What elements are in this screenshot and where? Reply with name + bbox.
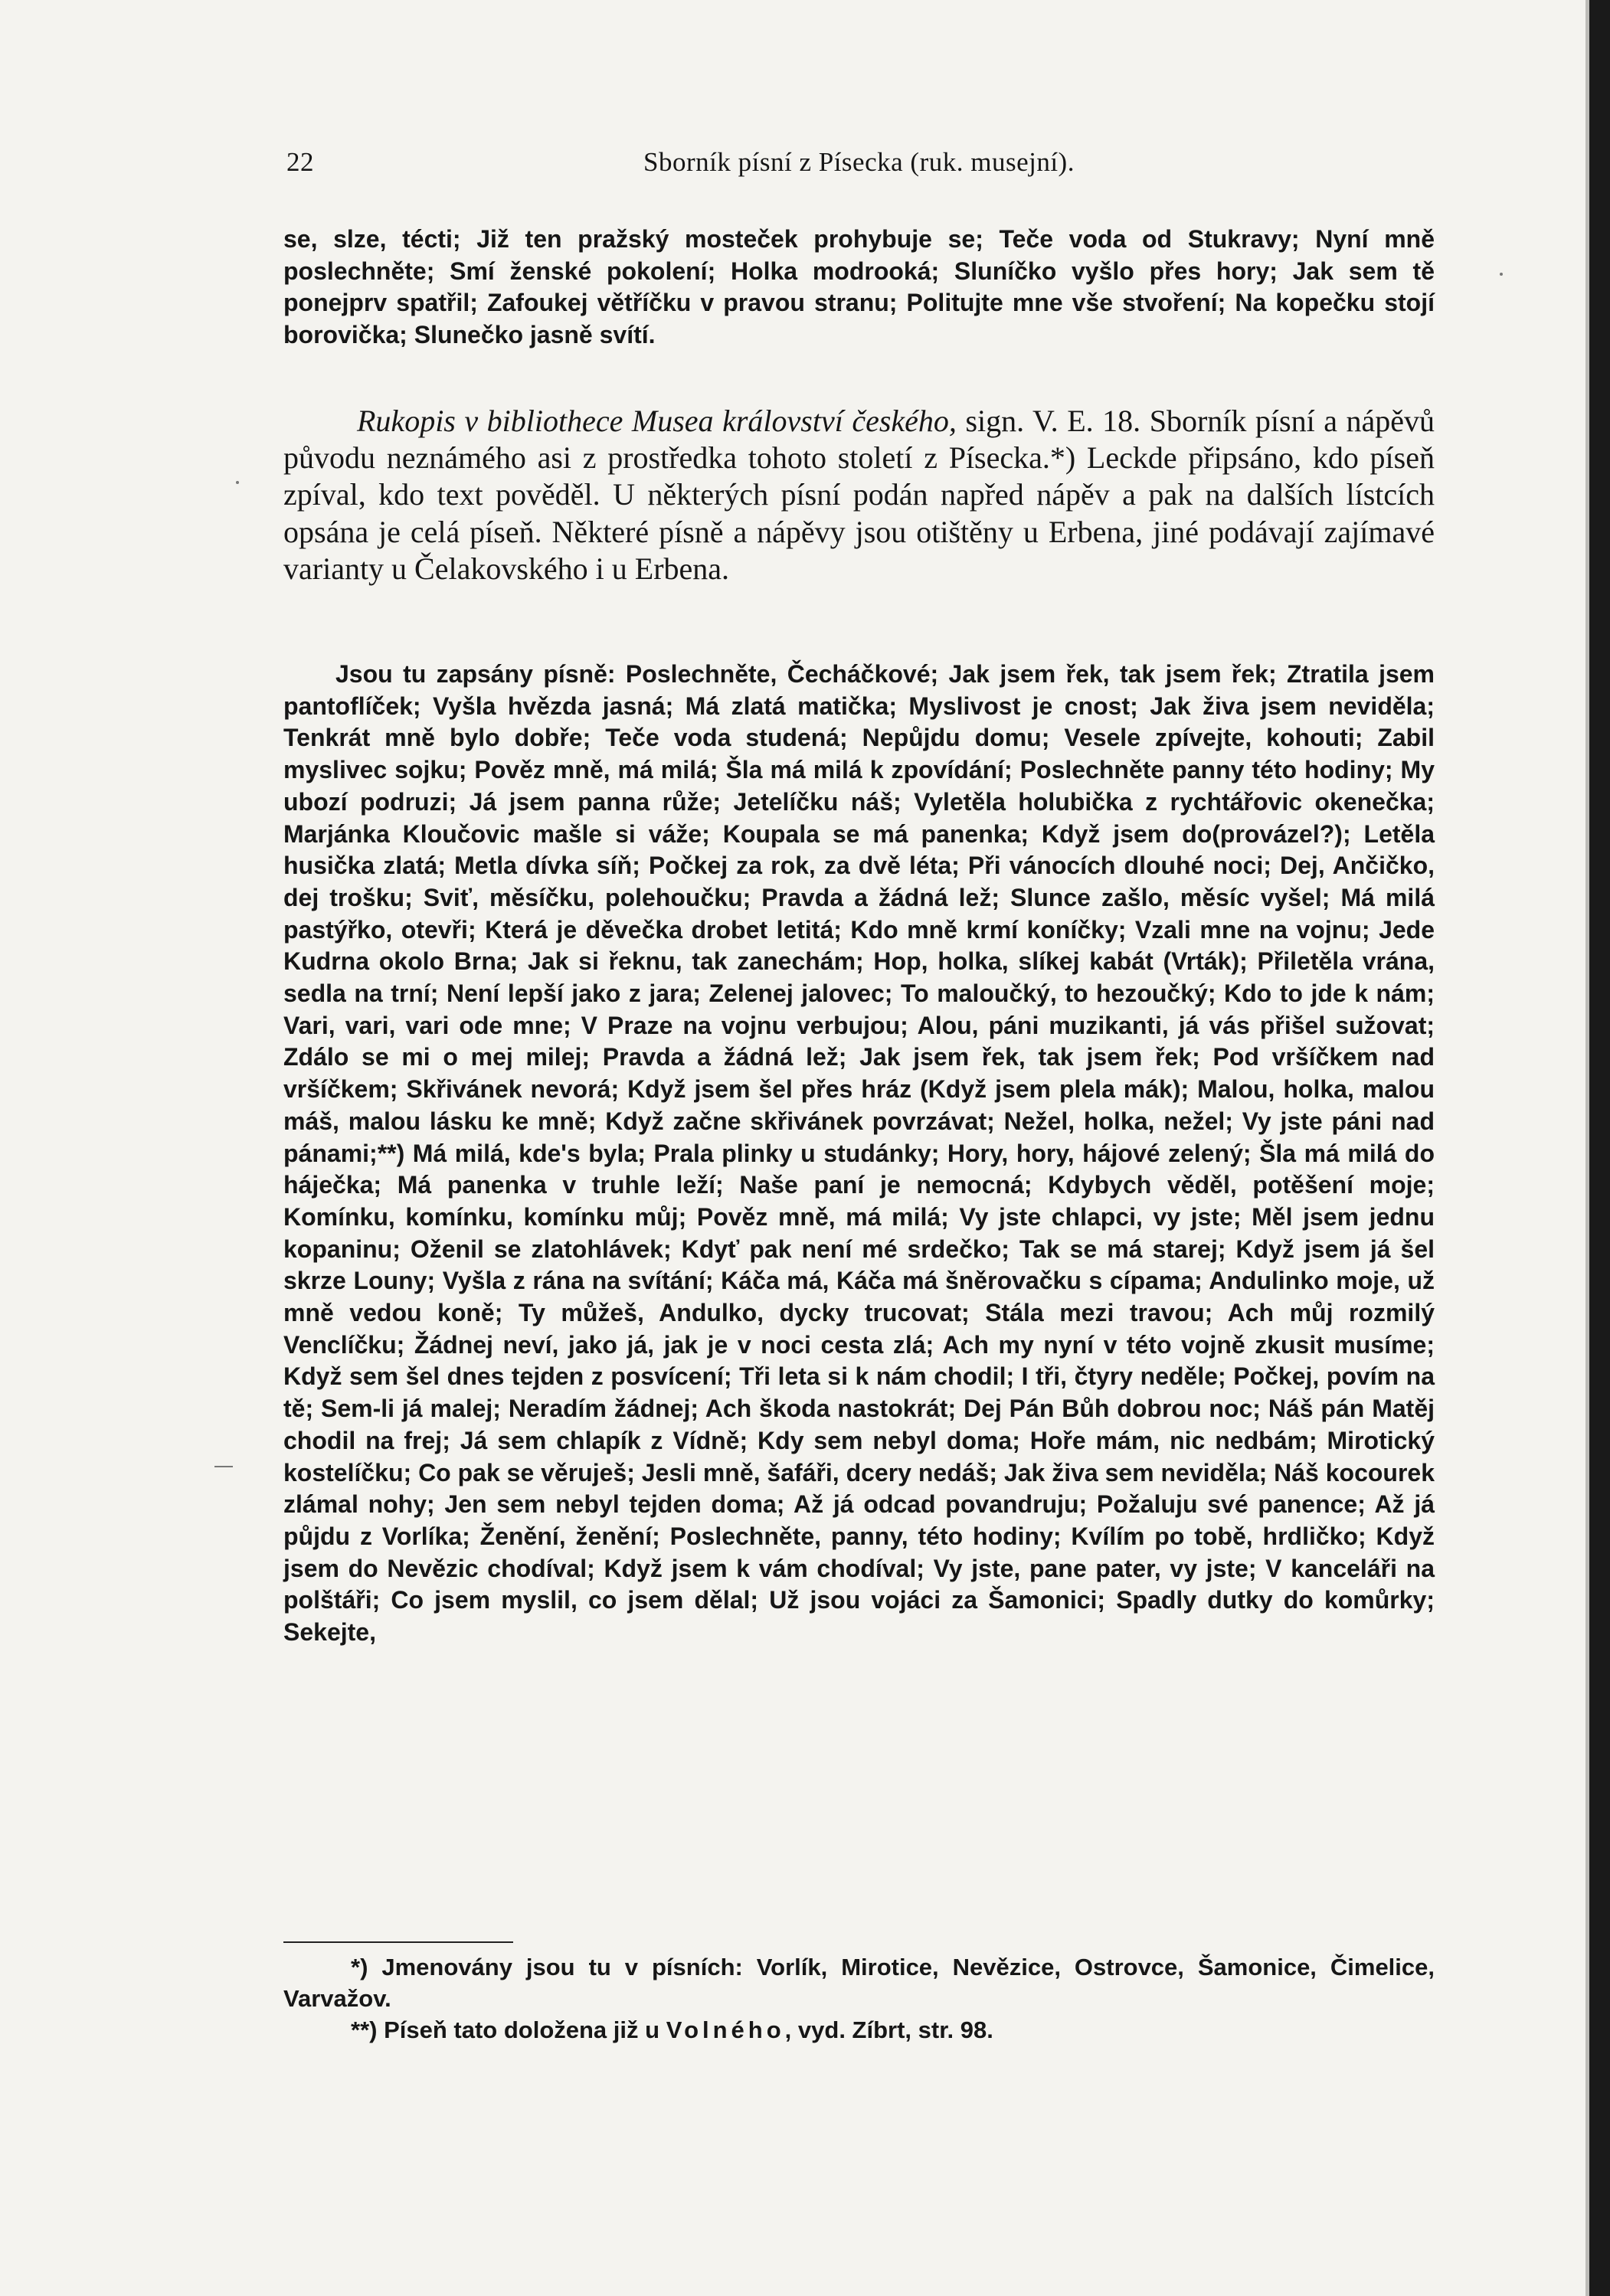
page-number: 22 bbox=[286, 147, 314, 177]
running-title: Sborník písní z Písecka (ruk. musejní). bbox=[643, 147, 1075, 177]
footnote-2-text-after: , vyd. Zíbrt, str. 98. bbox=[784, 2016, 993, 2043]
footnote-2-name: Volného bbox=[666, 2016, 785, 2043]
footnote-2-mark: **) bbox=[351, 2016, 378, 2043]
running-head bbox=[283, 147, 1435, 178]
paragraph-song-list-continued: se, slze, técti; Již ten pražský mosteček prohybuje se; Teče voda od Stukravy; Nyní mně poslechněte; Smí ženské pokolení; Holka modrooká; Sluníčko vyšlo přes hory; Jak sem tě ponejprv spatřil; Zafoukej větříčku v pravou stranu; Politujte mne vše stvoření; Na kopečku stojí borovička; Slunečko jasně svítí. bbox=[283, 225, 1435, 349]
margin-dot-right bbox=[1500, 273, 1503, 276]
footnote-2 bbox=[283, 2014, 1435, 2046]
footnote-1 bbox=[283, 1951, 1435, 2014]
page-edge-shadow bbox=[1585, 0, 1589, 2296]
footnote-divider bbox=[283, 1941, 513, 1943]
manuscript-title: Rukopis v bibliothece Musea království českého, bbox=[357, 404, 957, 438]
paragraph-manuscript-description bbox=[283, 403, 1435, 587]
manuscript-description-text: sign. V. E. 18. Sborník písní a nápěvů původu neznámého asi z prostředka tohoto století z Písecka.*) Leckde připsáno, kdo píseň zpíval, kdo text pověděl. U některých písní podán napřed nápěv a pak na dalších lístcích opsána je celá píseň. Některé písně a nápěvy jsou otištěny u Erbena, jiné podávají zajímavé varianty u Čelakovského i u Erbena. bbox=[283, 404, 1435, 586]
footnote-1-mark: *) bbox=[351, 1954, 368, 1980]
paragraph-song-list: Jsou tu zapsány písně: Poslechněte, Čecháčkové; Jak jsem řek, tak jsem řek; Ztratila jsem pantoflíček; Vyšla hvězda jasná; Má zlatá matička; Myslivost je cnost; Jak živa jsem neviděla; Tenkrát mně bylo dobře; Teče voda studená; Nepůjdu domu; Vesele zpívejte, kohouti; Zabil myslivec sojku; Pověz mně, má milá; Šla má milá k zpovídání; Poslechněte panny této hodiny; My ubozí podruzi; Já jsem panna růže; Jetelíčku náš; Vyletěla holubička z rychtářovic okenečka; Marjánka Kloučovic mašle si váže; Koupala se má panenka; Když jsem do(provázel?); Letěla husička zlatá; Metla dívka síň; Počkej za rok, za dvě léta; Při vánocích dlouhé noci; Dej, Ančičko, dej trošku; Sviť, měsíčku, polehoučku; Pravda a žádná lež; Slunce zašlo, měsíc vyšel; Má milá pastýřko, otevři; Která je děvečka drobet letitá; Kdo mně krmí koníčky; Vzali mne na vojnu; Jede Kudrna okolo Brna; Jak si řeknu, tak zanechám; Hop, holka, slíkej kabát (Vrták); Přiletěla vrána, sedla na trní; Není lepší jako z jara; Zelenej jalovec; To maloučký, to hezoučký; Kdo to jde k nám; Vari, vari, vari ode mne; V Praze na vojnu verbujou; Alou, páni muzikanti, já vás přišel sužovat; Zdálo se mi o mej milej; Pravda a žádná lež; Jak jsem řek, tak jsem řek; Pod vršíčkem nad vršíčkem; Skřivánek nevorá; Když jsem šel přes hráz (Když jsem plela mák); Malou, holka, malou máš, malou lásku ke mně; Když začne skřivánek povrzávat; Nežel, holka, nežel; Vy jste páni nad pánami;**) Má milá, kde's byla; Prala plinky u studánky; Hory, hory, hájové zelený; Šla má milá do háječka; Má panenka v truhle leží; Naše paní je nemocná; Kdybych věděl, potěšení moje; Komínku, komínku, komínku můj; Pověz mně, má milá; Vy jste chlapci, vy jste; Měl jsem jednu kopaninu; Oženil se zlatohlávek; Kdyť pak není mé srdečko; Tak se má starej; Když jsem já šel skrze Louny; Vyšla z rána na svítání; Káča má, Káča má šněrovačku s cípama; Andulinko moje, už mně vedou koně; Ty můžeš, Andulko, dycky trucovat; Stála mezi travou; Ach můj rozmilý Venclíčku; Žádnej neví, jako já, jak je v noci cesta zlá; Ach my nyní v této vojně zkusit musíme; Když sem šel dnes tejden z posvícení; Tři leta si k nám chodil; I tři, čtyry neděle; Počkej, povím na tě; Sem-li já malej; Neradím žádnej; Ach škoda nastokrát; Dej Pán Bůh dobrou noc; Náš pán Matěj chodil na frej; Já sem chlapík z Vídně; Kdy sem nebyl doma; Hoře mám, nic nedbám; Mirotický kostelíčku; Co pak se věruješ; Jesli mně, šafáři, dcery nedáš; Jak živa sem neviděla; Náš kocourek zlámal nohy; Jen sem nebyl tejden doma; Až já odcad povandruju; Požaluju své panence; Až já půjdu z Vorlíka; Ženění, ženění; Poslechněte, panny, této hodiny; Kvílím po tobě, hrdličko; Když jsem do Nevězic chodíval; Když jsem k vám chodíval; Vy jste, pane pater, vy jste; V kanceláři na polštáři; Co jsem myslil, co jsem dělal; Už jsou vojáci za Šamonici; Spadly dutky do komůrky; Sekejte, bbox=[283, 660, 1435, 1647]
margin-tick-left bbox=[214, 1466, 233, 1467]
footnote-2-text-before: Píseň tato doložena již u bbox=[384, 2016, 660, 2043]
footnote-1-text: Jmenovány jsou tu v písních: Vorlík, Mirotice, Nevězice, Ostrovce, Šamonice, Čimelice, Varvažov. bbox=[283, 1954, 1435, 2012]
margin-dot-left bbox=[236, 481, 239, 484]
